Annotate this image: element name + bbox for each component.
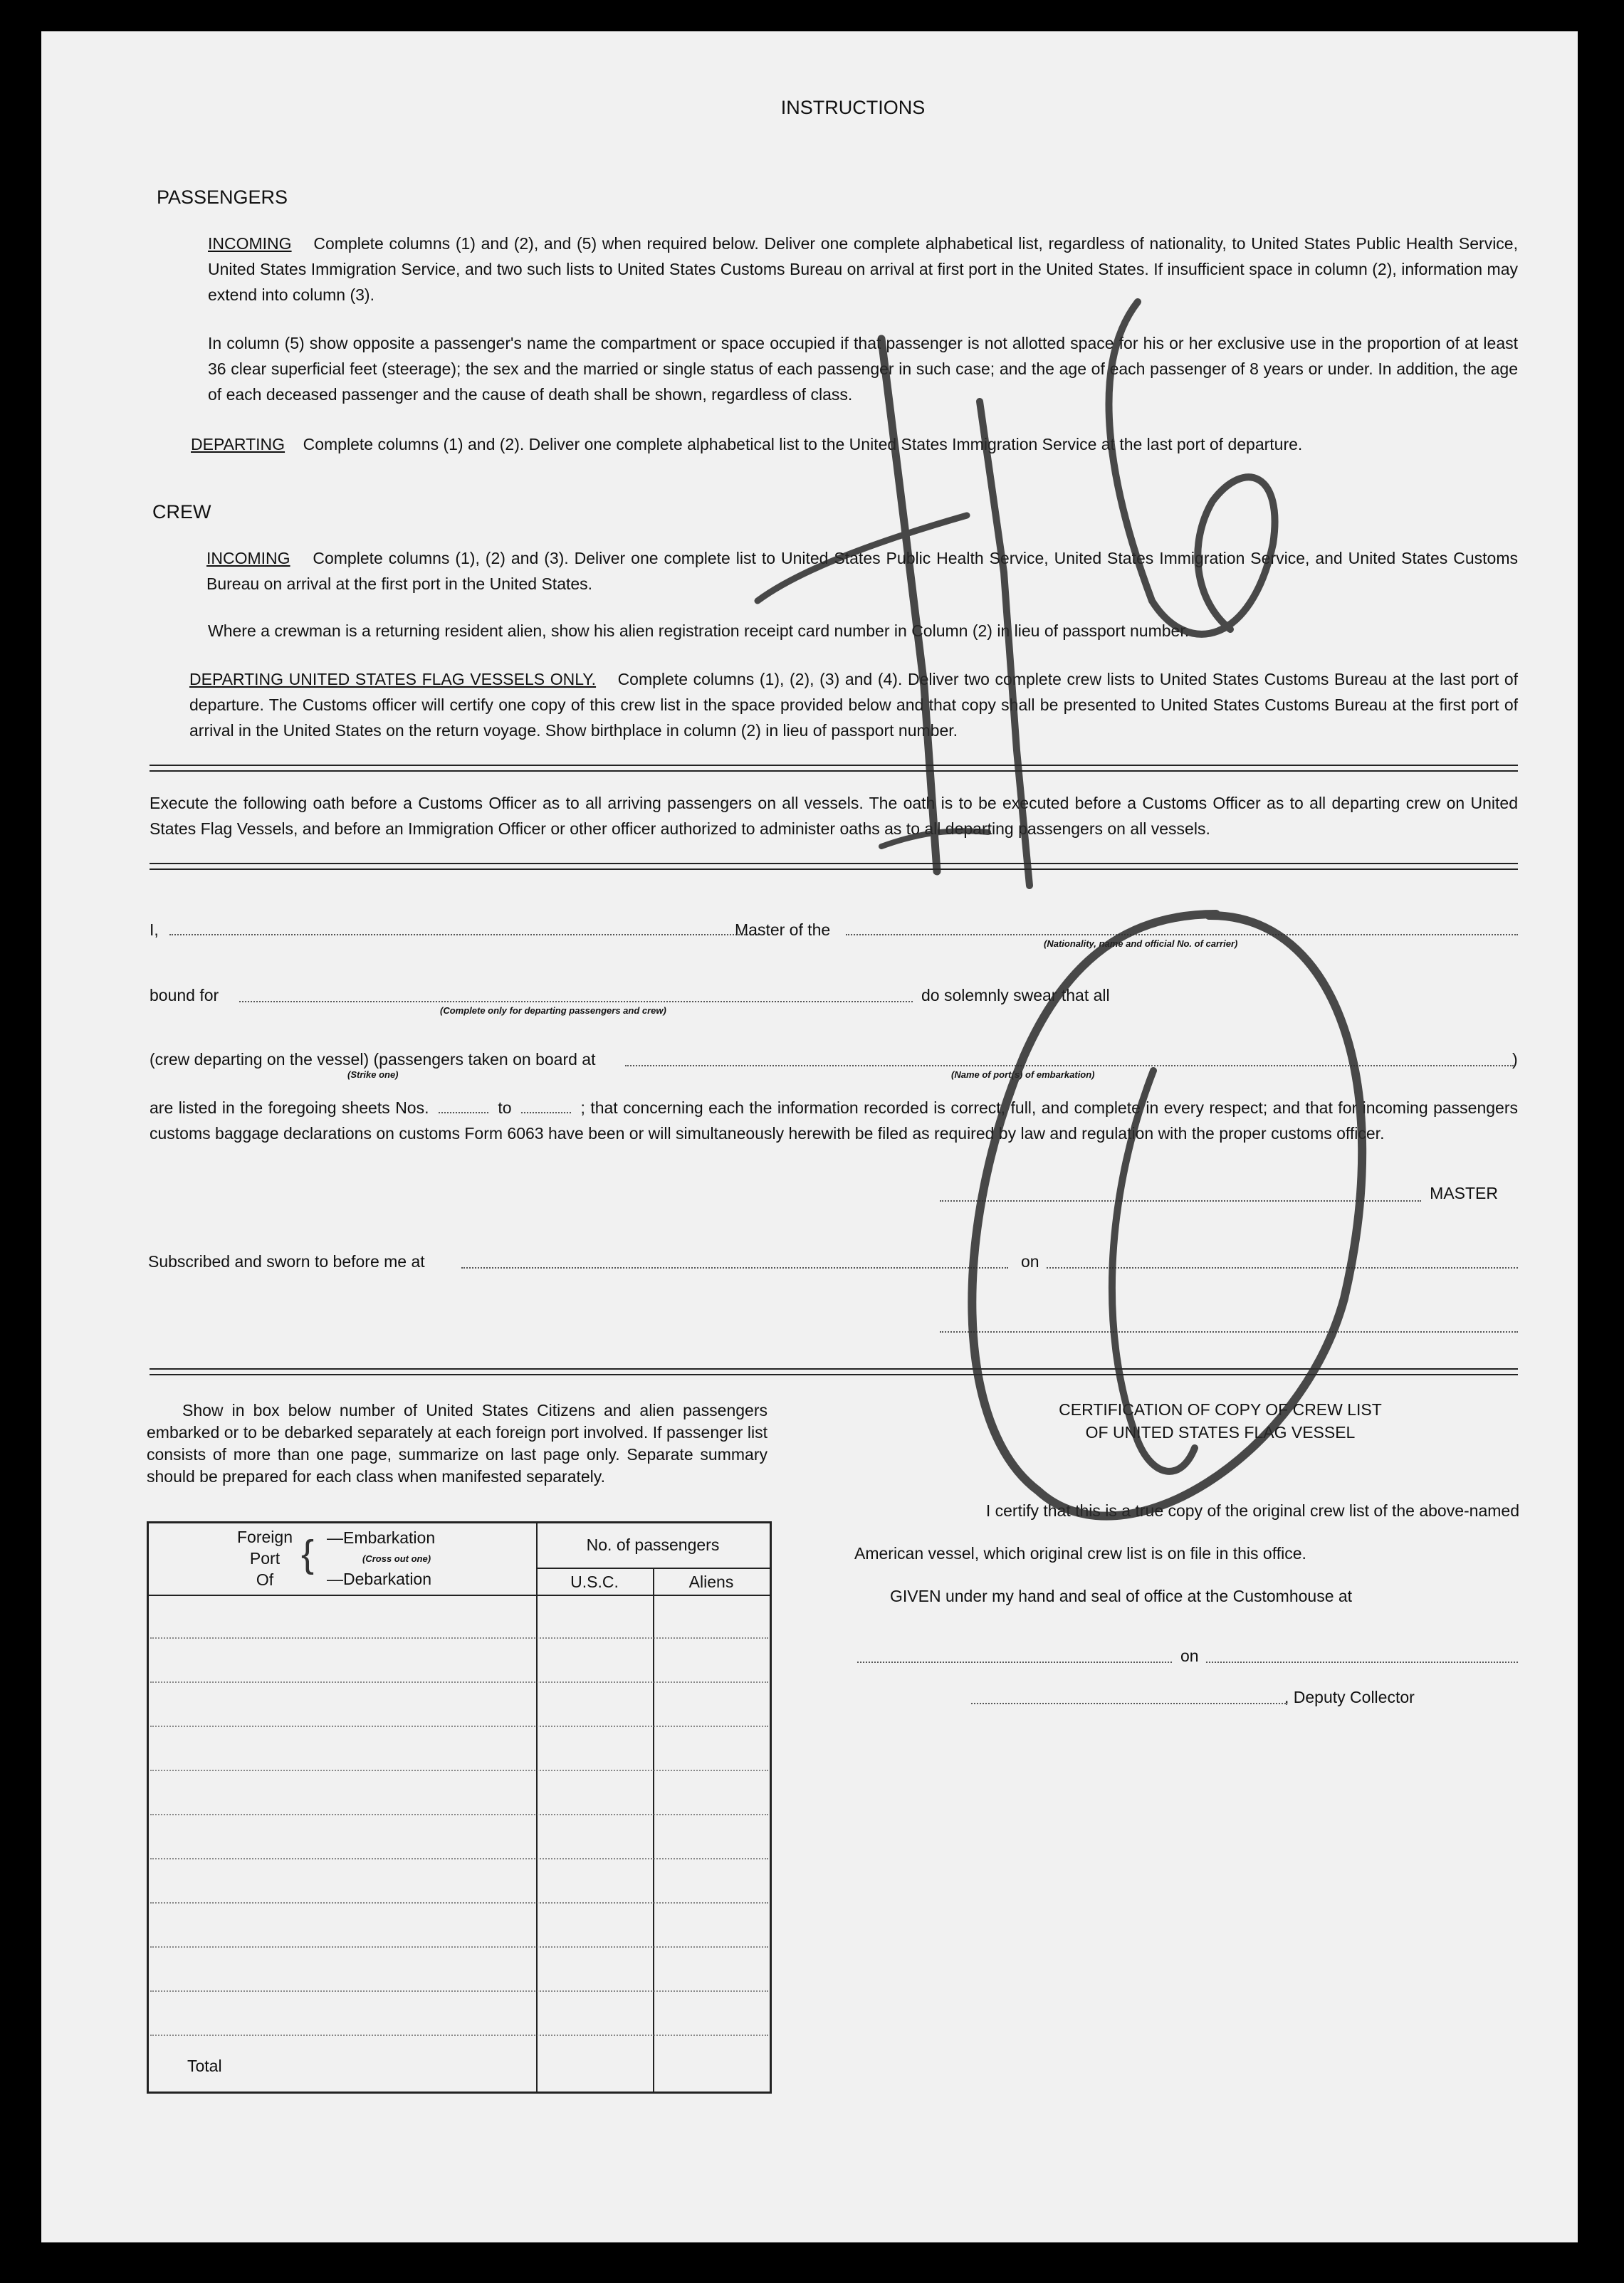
port-label-line-1: Foreign: [237, 1528, 293, 1546]
summary-instructions: Show in box below number of United States Citizens and alien passengers embarked or to be debarked separately at each foreign port involved. If passenger list consists of more than one page, summarize on last page only. Separate summary should be prepared for each class when manifested separately.: [147, 1401, 768, 1486]
passengers-departing-label: DEPARTING: [191, 435, 285, 453]
oath-intro: Execute the following oath before a Customs Officer as to all arriving passengers on all vessels. The oath is to be executed before a Customs Officer as to all departing crew on United States Flag Vessels, and before an Immigration Officer or other officer authorized to administer oaths as to all departing passengers on all vessels.: [150, 794, 1518, 838]
deputy-collector-label: , Deputy Collector: [1284, 1688, 1415, 1706]
page-title: INSTRUCTIONS: [780, 97, 926, 118]
customhouse-field[interactable]: [857, 1662, 1172, 1663]
master-name-field[interactable]: [169, 934, 759, 935]
cross-out-caption: (Cross out one): [362, 1553, 431, 1564]
master-of-the-label: Master of the: [735, 920, 831, 939]
solemnly-swear-text: do solemnly swear that all: [921, 986, 1110, 1004]
strike-one-caption: (Strike one): [347, 1069, 399, 1080]
port-label-line-2: Port: [249, 1549, 281, 1568]
crew-passengers-choice-text: (crew departing on the vessel) (passengers taken on board at: [150, 1050, 596, 1069]
officer-signature-field[interactable]: [940, 1331, 1518, 1333]
passenger-summary-table: [147, 1521, 772, 2094]
table-row[interactable]: [150, 1858, 768, 1859]
certification-heading-line-1: CERTIFICATION OF COPY OF CREW LIST: [1059, 1400, 1382, 1419]
certification-heading-line-2: OF UNITED STATES FLAG VESSEL: [1085, 1423, 1356, 1442]
embarkation-ports-field[interactable]: [625, 1065, 1514, 1066]
master-label: MASTER: [1430, 1184, 1498, 1202]
table-row[interactable]: [150, 2035, 768, 2036]
passengers-heading: PASSENGERS: [157, 187, 288, 208]
bound-for-label: bound for: [150, 986, 219, 1004]
embarkation-option[interactable]: —Embarkation: [327, 1528, 436, 1547]
crew-departing-label: DEPARTING UNITED STATES FLAG VESSELS ONLY.: [189, 670, 597, 688]
table-row[interactable]: [150, 1814, 768, 1815]
table-row[interactable]: [150, 1990, 768, 1992]
table-row[interactable]: [150, 1946, 768, 1948]
deputy-signature-field[interactable]: [971, 1703, 1286, 1704]
ports-caption: (Name of port(s) of embarkation): [951, 1069, 1095, 1080]
carrier-caption: (Nationality, name and official No. of carrier): [1044, 938, 1238, 949]
sheet-to-field[interactable]: [521, 1112, 571, 1113]
certification-heading: [921, 1398, 1519, 1444]
certification-on-label: on: [1180, 1647, 1199, 1665]
carrier-field[interactable]: [846, 934, 1518, 935]
sworn-on-label: on: [1021, 1252, 1039, 1271]
crew-incoming-label: INCOMING: [206, 549, 290, 567]
sheet-from-field[interactable]: [439, 1112, 488, 1113]
port-label: [233, 1526, 297, 1590]
bound-for-field[interactable]: [239, 1001, 913, 1002]
debarkation-option[interactable]: —Debarkation: [327, 1570, 432, 1588]
sworn-at-field[interactable]: [461, 1267, 1008, 1269]
form-page: [41, 31, 1578, 2242]
subscribed-label: Subscribed and sworn to before me at: [148, 1252, 425, 1271]
close-paren: ): [1512, 1050, 1518, 1069]
oath-i-label: I,: [150, 920, 159, 939]
table-row[interactable]: [150, 1637, 768, 1639]
section-divider: [150, 765, 1518, 772]
certification-statement-2: American vessel, which original crew list is on file in this office.: [854, 1544, 1306, 1563]
table-row[interactable]: [150, 1726, 768, 1727]
section-divider: [150, 863, 1518, 870]
master-signature-field[interactable]: [940, 1200, 1421, 1202]
usc-header: U.S.C.: [570, 1573, 619, 1591]
table-column-divider: [536, 1523, 538, 2092]
passengers-incoming-label: INCOMING: [208, 234, 292, 253]
listed-text-rest: ; that concerning each the information recorded is correct, full, and complete in every respect; and that for incoming passengers customs baggage declarations on customs Form 6063 have been or will simultaneously herewith be filed as required by law and regulation with the proper customs officer.: [150, 1098, 1518, 1143]
listed-to-label: to: [498, 1098, 512, 1117]
bound-for-caption: (Complete only for departing passengers and crew): [440, 1005, 666, 1016]
crew-departing-text: Complete columns (1), (2), (3) and (4). Deliver two complete crew lists to United States Customs Bureau at the last port of departure. The Customs officer will certify one copy of this crew list in the space provided below and that copy shall be presented to United States Customs Bureau at the first port of arrival in the United States on the return voyage. Show birthplace in column (2) in lieu of passport number.: [189, 670, 1519, 740]
listed-text-start: are listed in the foregoing sheets Nos.: [150, 1098, 429, 1117]
aliens-header: Aliens: [688, 1573, 734, 1591]
table-row[interactable]: [150, 1681, 768, 1683]
brace-icon: {: [301, 1533, 315, 1575]
column5-instructions: In column (5) show opposite a passenger's name the compartment or space occupied if that passenger is not allotted space for his or her exclusive use in the proportion of at least 36 clear superficial feet (steerage); the sex and the married or single status of each passenger in such case; and the age of each passenger of 8 years or under. In addition, the age of each deceased passenger and the cause of death shall be shown, regardless of class.: [208, 334, 1518, 404]
certification-given: GIVEN under my hand and seal of office at the Customhouse at: [890, 1587, 1353, 1605]
table-header-bottom: [149, 1595, 770, 1596]
table-row[interactable]: [150, 1770, 768, 1771]
total-label: Total: [187, 2057, 222, 2075]
crew-heading: CREW: [152, 501, 211, 523]
section-divider: [150, 1368, 1518, 1375]
table-row[interactable]: [150, 1902, 768, 1904]
crew-departing-instructions: [189, 666, 1518, 743]
table-column-divider: [653, 1568, 654, 2092]
sworn-date-field[interactable]: [1047, 1267, 1518, 1269]
passengers-incoming-instructions: [208, 231, 1518, 308]
passengers-incoming-text: Complete columns (1) and (2), and (5) when required below. Deliver one complete alphabetical list, regardless of nationality, to United States Public Health Service, United States Immigration Service, and two such lists to United States Customs Bureau on arrival at first port in the United States. If insufficient space in column (2), information may extend into column (3).: [208, 234, 1518, 304]
certification-date-field[interactable]: [1206, 1662, 1518, 1663]
passengers-departing-text: Complete columns (1) and (2). Deliver one complete alphabetical list to the United States Immigration Service at the last port of departure.: [303, 435, 1303, 453]
certification-statement-1: I certify that this is a true copy of the original crew list of the above-named: [985, 1501, 1519, 1520]
no-passengers-header: No. of passengers: [586, 1536, 720, 1554]
port-label-line-3: Of: [256, 1570, 274, 1589]
oath-statement: [150, 1095, 1518, 1146]
crew-incoming-text: Complete columns (1), (2) and (3). Deliver one complete list to United States Public Health Service, United States Immigration Service, and United States Customs Bureau on arrival at the first port in the United States.: [206, 549, 1519, 593]
crew-resident-alien-note: Where a crewman is a returning resident alien, show his alien registration receipt card number in Column (2) in lieu of passport number.: [208, 621, 1190, 640]
passengers-departing-instructions: [191, 431, 1518, 457]
crew-incoming-instructions: [206, 545, 1518, 597]
